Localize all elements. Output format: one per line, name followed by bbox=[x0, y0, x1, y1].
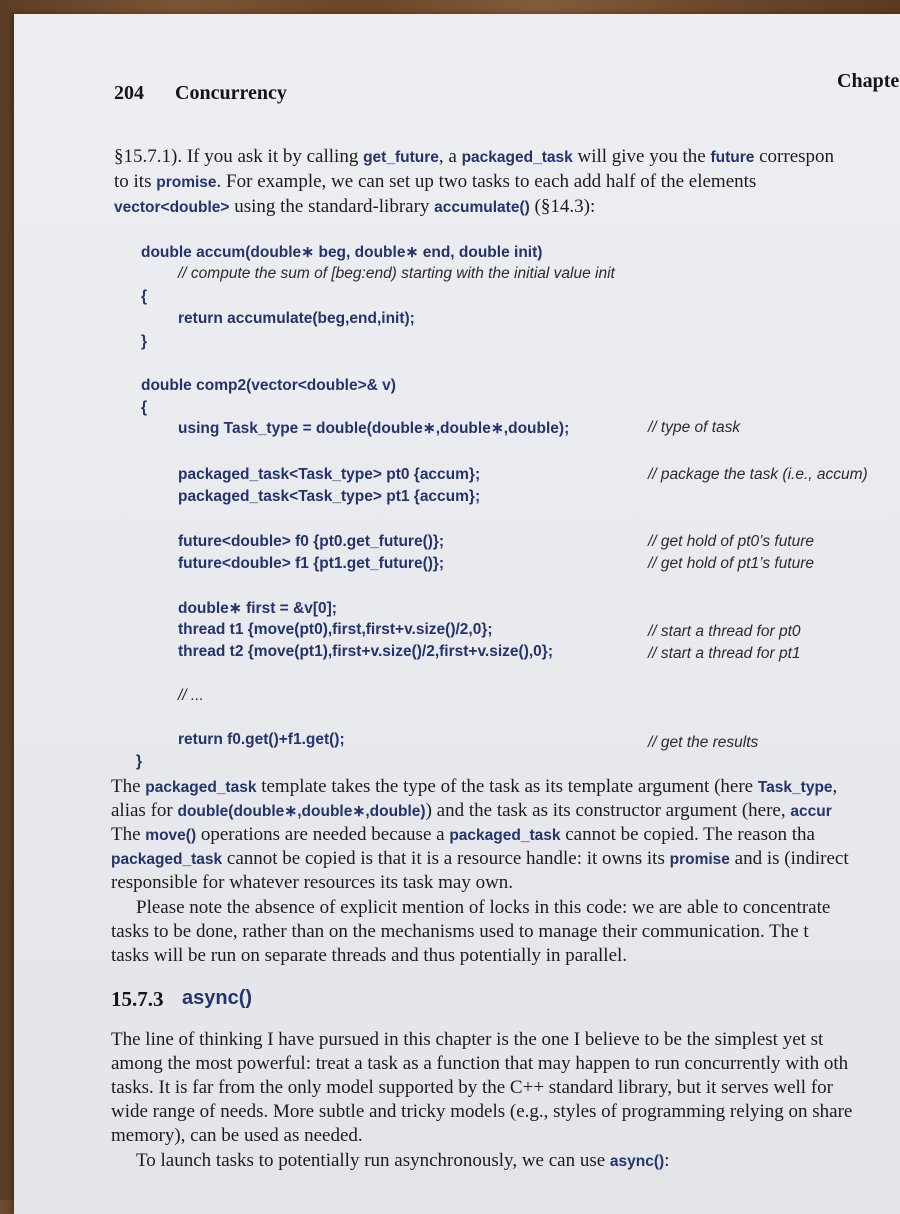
text-run: The bbox=[111, 776, 146, 797]
code-accum-comment: // compute the sum of [beg:end) starting with the initial value init bbox=[178, 265, 615, 282]
code-f1-comment: // get hold of pt1’s future bbox=[648, 555, 815, 572]
code-pt0-line: packaged_task<Task_type> pt0 {accum}; bbox=[178, 466, 481, 483]
inline-code: vector<double> bbox=[114, 199, 230, 216]
para1-line bbox=[111, 848, 849, 870]
code-f1-line: future<double> f1 {pt1.get_future()}; bbox=[178, 555, 445, 572]
book-page bbox=[14, 14, 900, 1214]
code-comp2-signature: double comp2(vector<double>& v) bbox=[141, 377, 396, 394]
text-run: ) and the task as its constructor argument (here, bbox=[425, 800, 791, 821]
inline-code: move() bbox=[145, 827, 197, 844]
text-run: §15.7.1). If you ask it by calling bbox=[114, 146, 364, 167]
code-return-comment: // get the results bbox=[648, 734, 759, 751]
text-run: alias for bbox=[111, 800, 178, 821]
code-f0-comment: // get hold of pt0’s future bbox=[648, 533, 815, 550]
intro-line bbox=[114, 196, 595, 218]
text-run: (§14.3): bbox=[529, 196, 596, 217]
intro-line bbox=[114, 171, 756, 193]
text-run: template takes the type of the task as its template argument (here bbox=[256, 776, 758, 797]
para1-line bbox=[111, 872, 513, 894]
text-run: , a bbox=[438, 146, 462, 167]
code-using-comment: // type of task bbox=[648, 419, 741, 436]
inline-code: packaged_task bbox=[111, 851, 223, 868]
code-brace-open: { bbox=[141, 399, 148, 416]
section-title: async() bbox=[182, 987, 253, 1009]
para4-line bbox=[136, 1150, 669, 1172]
code-f0-line: future<double> f0 {pt0.get_future()}; bbox=[178, 533, 445, 550]
text-run: responsible for whatever resources its task may own. bbox=[111, 872, 514, 893]
inline-code: packaged_task bbox=[449, 827, 561, 844]
code-pt0-comment: // package the task (i.e., accum) bbox=[648, 466, 868, 483]
para2-line: tasks will be run on separate threads and thus potentially in parallel. bbox=[111, 945, 628, 966]
text-run: will give you the bbox=[572, 146, 711, 167]
para2-line: Please note the absence of explicit mention of locks in this code: we are able to concentrate bbox=[136, 897, 831, 918]
code-brace-open: { bbox=[141, 288, 148, 305]
para3-line: among the most powerful: treat a task as a function that may happen to run concurrently with oth bbox=[111, 1053, 849, 1074]
text-run: cannot be copied is that it is a resource handle: it owns its bbox=[222, 848, 670, 869]
inline-code: get_future bbox=[363, 149, 439, 166]
inline-code: promise bbox=[156, 174, 217, 191]
para3-line: wide range of needs. More subtle and tricky models (e.g., styles of programming relying on share bbox=[111, 1101, 853, 1122]
inline-code: accur bbox=[790, 803, 832, 820]
text-run: and is (indirect bbox=[729, 848, 849, 869]
para1-line bbox=[111, 776, 837, 798]
para3-line: memory), can be used as needed. bbox=[111, 1125, 363, 1146]
page-number: 204 bbox=[114, 82, 144, 104]
inline-code: Task_type bbox=[757, 779, 833, 796]
text-run: operations are needed because a bbox=[196, 824, 450, 845]
code-t2-comment: // start a thread for pt1 bbox=[648, 645, 801, 662]
inline-code: async() bbox=[609, 1153, 665, 1170]
code-return-line: return f0.get()+f1.get(); bbox=[178, 731, 345, 748]
running-title: Concurrency bbox=[175, 82, 287, 104]
text-run: correspon bbox=[754, 146, 835, 167]
para2-line: tasks to be done, rather than on the mechanisms used to manage their communication. The t bbox=[111, 921, 809, 942]
para3-line: tasks. It is far from the only model supported by the C++ standard library, but it serves well for bbox=[111, 1077, 833, 1098]
text-run: to its bbox=[114, 171, 157, 192]
section-number: 15.7.3 bbox=[111, 987, 164, 1011]
inline-code: packaged_task bbox=[145, 779, 257, 796]
inline-code: future bbox=[710, 149, 755, 166]
para1-line bbox=[111, 800, 832, 822]
code-pt1-line: packaged_task<Task_type> pt1 {accum}; bbox=[178, 488, 481, 505]
inline-code: packaged_task bbox=[461, 149, 573, 166]
text-run: : bbox=[664, 1150, 670, 1171]
text-run: cannot be copied. The reason tha bbox=[560, 824, 815, 845]
code-accum-signature: double accum(double∗ beg, double∗ end, double init) bbox=[141, 244, 543, 261]
para3-line: The line of thinking I have pursued in this chapter is the one I believe to be the simplest yet st bbox=[111, 1029, 824, 1050]
code-t1-comment: // start a thread for pt0 bbox=[648, 623, 801, 640]
code-brace-close: } bbox=[136, 753, 143, 770]
code-t2-line: thread t2 {move(pt1),first+v.size()/2,first+v.size(),0}; bbox=[178, 643, 553, 660]
text-run: To launch tasks to potentially run asynchronously, we can use bbox=[136, 1150, 610, 1171]
text-run: using the standard-library bbox=[229, 196, 435, 217]
text-run: The bbox=[111, 824, 146, 845]
para1-line bbox=[111, 824, 815, 846]
code-brace-close: } bbox=[141, 333, 148, 350]
text-run: . For example, we can set up two tasks to each add half of the elements bbox=[216, 171, 757, 192]
inline-code: double(double∗,double∗,double) bbox=[177, 803, 426, 820]
chapter-title: Chapte bbox=[837, 70, 900, 92]
code-ellipsis: // ... bbox=[178, 687, 204, 704]
intro-line bbox=[114, 146, 834, 168]
code-using-line: using Task_type = double(double∗,double∗,double); bbox=[178, 420, 570, 437]
inline-code: accumulate() bbox=[434, 199, 530, 216]
inline-code: promise bbox=[669, 851, 730, 868]
code-first-line: double∗ first = &v[0]; bbox=[178, 600, 337, 617]
text-run: , bbox=[832, 776, 838, 797]
code-accum-return: return accumulate(beg,end,init); bbox=[178, 310, 415, 327]
code-t1-line: thread t1 {move(pt0),first,first+v.size()/2,0}; bbox=[178, 621, 493, 638]
